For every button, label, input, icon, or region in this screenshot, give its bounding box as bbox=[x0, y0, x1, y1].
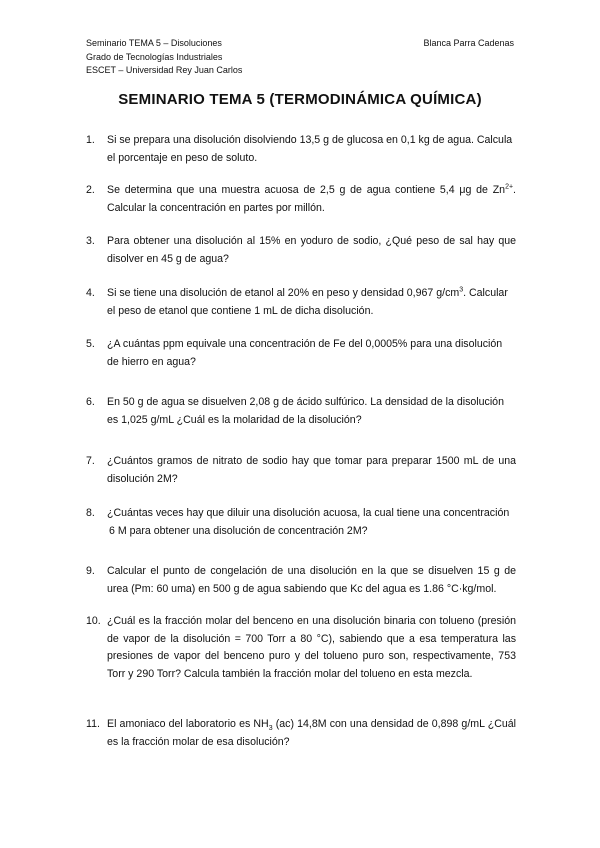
unit-superscript: 3 bbox=[459, 286, 464, 294]
question-3 bbox=[86, 233, 516, 268]
question-number: 8. bbox=[86, 507, 95, 519]
question-text: Para obtener una disolución al 15% en yoduro de sodio, ¿Qué peso de sal hay que disolver en 45 g de agua? bbox=[107, 235, 516, 265]
question-number: 4. bbox=[86, 287, 95, 299]
question-number: 6. bbox=[86, 396, 95, 408]
question-text: Si se tiene una disolución de etanol al 20% en peso y densidad 0,967 $g/cm^3$. Calcular el peso de etanol que contiene 1 mL de dicha disolución. bbox=[107, 286, 508, 317]
question-text: Si se prepara una disolución disolviendo 13,5 g de glucosa en 0,1 kg de agua. Calcula el porcentaje en peso de soluto. bbox=[107, 134, 513, 164]
question-number: 3. bbox=[86, 235, 95, 247]
question-number: 10. bbox=[86, 615, 101, 627]
question-text: Se determina que una muestra acuosa de 2,5 g de agua contiene 5,4 μg de $Zn^{2+}$. Calcular la concentración en partes por millón. bbox=[107, 183, 516, 214]
header-school: ESCET – Universidad Rey Juan Carlos bbox=[86, 65, 243, 75]
question-number: 2. bbox=[86, 184, 95, 196]
question-text: Calcular el punto de congelación de una disolución en la que se disuelven 15 g de urea (Pm: 60 uma) en 500 g de agua sabiendo que Kc del agua es 1.86 °C·kg/mol. bbox=[107, 565, 516, 595]
question-10 bbox=[86, 613, 516, 683]
question-text: ¿Cuántos gramos de nitrato de sodio hay que tomar para preparar 1500 mL de una disolución 2M? bbox=[107, 455, 516, 485]
question-number: 1. bbox=[86, 134, 95, 146]
question-2 bbox=[86, 182, 516, 217]
header-left bbox=[86, 37, 242, 78]
charge-superscript: 2+ bbox=[505, 183, 514, 191]
question-number: 7. bbox=[86, 455, 95, 467]
question-text bbox=[107, 505, 516, 540]
question-1 bbox=[86, 132, 516, 167]
header-course: Seminario TEMA 5 – Disoluciones bbox=[86, 38, 222, 48]
question-4 bbox=[86, 285, 516, 320]
question-text-line: 6 M para obtener una disolución de concentración 2M? bbox=[109, 524, 368, 537]
question-11 bbox=[86, 716, 516, 751]
question-text: El amoniaco del laboratorio es $NH_3$ (ac) 14,8M con una densidad de 0,898 g/mL ¿Cuál es la fracción molar de esa disolución? bbox=[107, 718, 516, 748]
question-text: En 50 g de agua se disuelven 2,08 g de ácido sulfúrico. La densidad de la disolución es 1,025 g/mL ¿Cuál es la molaridad de la disolución? bbox=[107, 396, 504, 426]
question-text: ¿Cuál es la fracción molar del benceno en una disolución binaria con tolueno (presión de vapor de la disolución = 700 Torr a 80 °C), sabiendo que a esa temperatura las presiones de vapor del benceno puro y del tolueno puro son, respectivamente, 753 Torr y 290 Torr? Calcula también la fracción molar del tolueno en esta mezcla. bbox=[107, 615, 516, 680]
question-8 bbox=[86, 505, 516, 540]
question-number: 11. bbox=[86, 718, 100, 730]
formula-subscript: 3 bbox=[268, 725, 273, 733]
question-number: 9. bbox=[86, 565, 95, 577]
question-9 bbox=[86, 563, 516, 598]
question-text: ¿A cuántas ppm equivale una concentración de Fe del 0,0005% para una disolución de hierro en agua? bbox=[107, 338, 503, 368]
question-7 bbox=[86, 453, 516, 488]
header-degree: Grado de Tecnologías Industriales bbox=[86, 51, 223, 62]
question-number: 5. bbox=[86, 338, 95, 350]
page-title: SEMINARIO TEMA 5 (TERMODINÁMICA QUÍMICA) bbox=[118, 91, 482, 108]
question-6 bbox=[86, 394, 516, 429]
question-5 bbox=[86, 336, 516, 371]
question-text-line: ¿Cuántas veces hay que diluir una disolución acuosa, la cual tiene una concentración bbox=[107, 507, 510, 519]
header-author: Blanca Parra Cadenas bbox=[423, 38, 514, 48]
